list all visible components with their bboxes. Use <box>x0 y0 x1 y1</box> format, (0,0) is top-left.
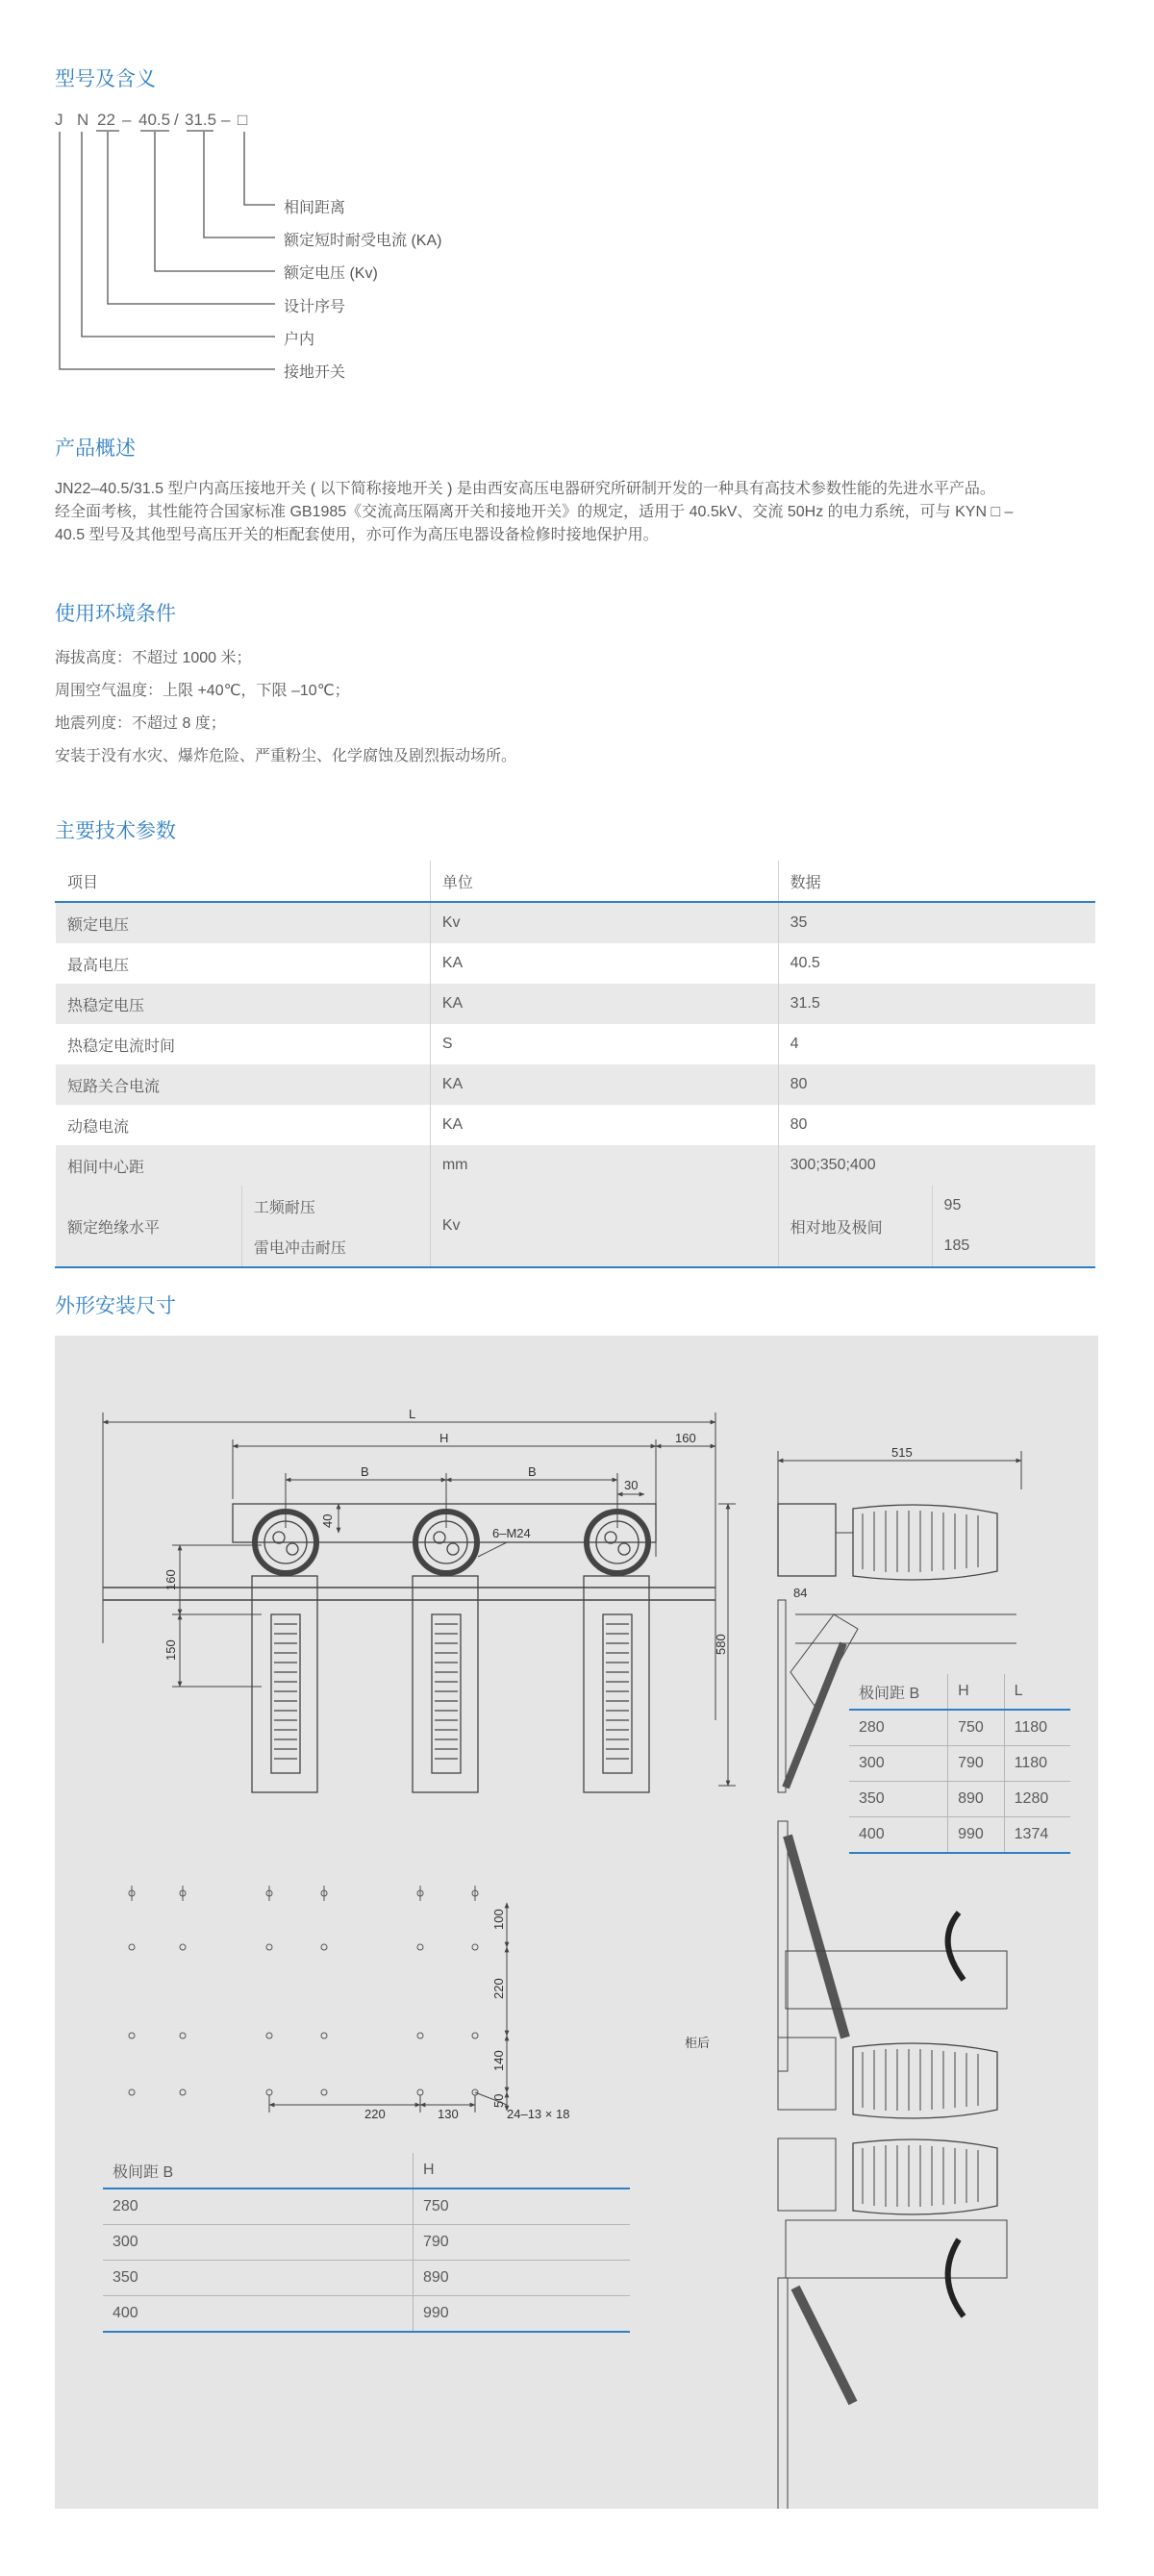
dim-140: 140 <box>491 2050 506 2071</box>
drawing-panel <box>55 1336 1098 2509</box>
dimensions-title: 外形安装尺寸 <box>55 1295 176 1317</box>
technical-drawing <box>55 1336 1098 2509</box>
param-name: 短路关合电流 <box>56 1064 431 1105</box>
table-row <box>103 2225 630 2261</box>
overview-line: 经全面考核，其性能符合国家标准 GB1985《交流高压隔离开关和接地开关》的规定，适用于 40.5kV、交流 50Hz 的电力系统，可与 KYN □ – <box>55 504 1014 520</box>
back-label: 柜后 <box>685 2036 711 2050</box>
param-unit: KA <box>430 1064 778 1105</box>
param-value: 40.5 <box>778 943 1095 984</box>
cell-b: 280 <box>103 2188 414 2225</box>
param-value: 31.5 <box>778 984 1095 1024</box>
table-row <box>56 1145 1096 1186</box>
dim-30: 30 <box>624 1478 639 1492</box>
code-char: 22 <box>97 111 115 129</box>
params-title: 主要技术参数 <box>55 820 176 842</box>
cell-b: 280 <box>849 1710 948 1746</box>
table-row <box>849 1710 1070 1746</box>
insulation-val1: 95 <box>932 1186 1095 1226</box>
dim-130: 130 <box>438 2107 459 2121</box>
param-unit: mm <box>430 1145 778 1186</box>
cell-h: 890 <box>948 1782 1005 1817</box>
cell-l: 1280 <box>1004 1782 1070 1817</box>
dim-L: L <box>409 1407 416 1421</box>
param-unit: Kv <box>430 902 778 943</box>
code-char: / <box>174 111 179 129</box>
dim-160: 160 <box>675 1431 696 1445</box>
param-name: 动稳电流 <box>56 1105 431 1145</box>
code-char: – <box>221 111 231 129</box>
table-row <box>849 1746 1070 1782</box>
cell-h: 790 <box>948 1746 1005 1782</box>
header-b: 极间距 B <box>849 1674 948 1710</box>
dim-515: 515 <box>891 1445 913 1460</box>
cell-l: 1180 <box>1004 1746 1070 1782</box>
table-row <box>56 1064 1096 1105</box>
cell-h: 750 <box>414 2188 631 2225</box>
code-char: J <box>55 111 63 129</box>
param-unit: KA <box>430 1105 778 1145</box>
table-row <box>56 1186 1096 1226</box>
cell-b: 400 <box>103 2296 414 2333</box>
param-name: 额定电压 <box>56 902 431 943</box>
dim-220h: 220 <box>364 2107 386 2121</box>
overview-line: JN22–40.5/31.5 型户内高压接地开关 ( 以下简称接地开关 ) 是由西安高压电器研究所研制开发的一种具有高技术参数性能的先进水平产品。 <box>55 481 995 497</box>
env-temperature: 周围空气温度：上限 +40℃，下限 –10℃； <box>55 683 350 699</box>
cell-h: 750 <box>948 1710 1005 1746</box>
param-name: 最高电压 <box>56 943 431 984</box>
code-char: 31.5 <box>185 111 217 129</box>
code-char: 40.5 <box>138 111 171 129</box>
cell-h: 790 <box>414 2225 631 2261</box>
environment-title: 使用环境条件 <box>55 603 176 625</box>
cell-b: 300 <box>103 2225 414 2261</box>
right-dimension-table <box>849 1674 1070 1854</box>
cell-h: 990 <box>948 1817 1005 1854</box>
table-row <box>103 2188 630 2225</box>
dim-580: 580 <box>714 1634 728 1655</box>
param-unit: KA <box>430 943 778 984</box>
cell-b: 300 <box>849 1746 948 1782</box>
cell-b: 350 <box>103 2261 414 2296</box>
insulation-sub1: 工频耐压 <box>241 1186 430 1226</box>
table-row <box>56 943 1096 984</box>
table-row <box>849 1782 1070 1817</box>
header-h: H <box>414 2153 631 2188</box>
table-header-row <box>849 1674 1070 1710</box>
params-table <box>55 861 1095 1268</box>
dim-50: 50 <box>491 2093 506 2108</box>
table-row <box>56 902 1096 943</box>
code-char: N <box>77 111 89 129</box>
dim-84: 84 <box>793 1586 808 1600</box>
overview-paragraph <box>55 478 1103 547</box>
cell-b: 400 <box>849 1817 948 1854</box>
header-unit: 单位 <box>430 861 778 902</box>
cell-h: 890 <box>414 2261 631 2296</box>
header-data: 数据 <box>778 861 1095 902</box>
dim-H: H <box>439 1431 449 1445</box>
insulation-val2: 185 <box>932 1226 1095 1267</box>
env-altitude: 海拔高度：不超过 1000 米； <box>55 650 252 666</box>
insulation-sub2: 雷电冲击耐压 <box>241 1226 430 1267</box>
param-unit: S <box>430 1024 778 1064</box>
header-h: H <box>948 1674 1005 1710</box>
cell-b: 350 <box>849 1782 948 1817</box>
table-header-row <box>103 2153 630 2188</box>
dim-B1: B <box>361 1464 369 1479</box>
meaning-earthing-switch: 接地开关 <box>284 364 346 381</box>
param-value: 300;350;400 <box>778 1145 1095 1186</box>
table-row <box>56 1024 1096 1064</box>
meaning-phase-distance: 相间距离 <box>284 200 346 216</box>
env-install-site: 安装于没有水灾、爆炸危险、严重粉尘、化学腐蚀及剧烈振动场所。 <box>55 748 517 764</box>
meaning-short-time-current: 额定短时耐受电流 (KA) <box>284 233 442 249</box>
table-header-row <box>56 861 1096 902</box>
table-row <box>103 2261 630 2296</box>
dim-bolt: 6–M24 <box>492 1526 531 1540</box>
param-value: 80 <box>778 1105 1095 1145</box>
insulation-middle: 相对地及极间 <box>778 1186 932 1267</box>
dim-holes: 24–13 × 18 <box>507 2107 570 2121</box>
dim-100: 100 <box>491 1909 506 1930</box>
cell-l: 1180 <box>1004 1710 1070 1746</box>
param-name: 热稳定电压 <box>56 984 431 1024</box>
param-value: 80 <box>778 1064 1095 1105</box>
meaning-rated-voltage: 额定电压 (Kv) <box>284 265 378 282</box>
model-code-leader-lines <box>0 0 288 385</box>
param-unit: KA <box>430 984 778 1024</box>
header-item: 项目 <box>56 861 431 902</box>
param-name: 热稳定电流时间 <box>56 1024 431 1064</box>
cell-l: 1374 <box>1004 1817 1070 1854</box>
param-value: 4 <box>778 1024 1095 1064</box>
env-seismic: 地震列度：不超过 8 度； <box>55 715 226 732</box>
cell-h: 990 <box>414 2296 631 2333</box>
dim-B2: B <box>528 1464 537 1479</box>
dim-v160: 160 <box>163 1569 178 1590</box>
meaning-design-serial: 设计序号 <box>284 299 346 315</box>
param-value: 35 <box>778 902 1095 943</box>
table-row <box>103 2296 630 2333</box>
header-b: 极间距 B <box>103 2153 414 2188</box>
model-section-title: 型号及含义 <box>55 68 156 90</box>
param-name: 相间中心距 <box>56 1145 431 1186</box>
table-row <box>56 984 1096 1024</box>
code-char: □ <box>238 111 248 129</box>
dim-40: 40 <box>320 1513 335 1528</box>
dim-220v: 220 <box>491 1978 506 1999</box>
meaning-indoor: 户内 <box>284 332 315 348</box>
overview-title: 产品概述 <box>55 438 136 460</box>
table-row <box>56 1105 1096 1145</box>
insulation-unit: Kv <box>430 1186 778 1267</box>
left-dimension-table <box>103 2153 630 2333</box>
table-row <box>849 1817 1070 1854</box>
header-l: L <box>1004 1674 1070 1710</box>
dim-v150: 150 <box>163 1639 178 1661</box>
code-char: – <box>122 111 132 129</box>
insulation-label: 额定绝缘水平 <box>56 1186 242 1267</box>
overview-line: 40.5 型号及其他型号高压开关的柜配套使用，亦可作为高压电器设备检修时接地保护用。 <box>55 527 659 543</box>
